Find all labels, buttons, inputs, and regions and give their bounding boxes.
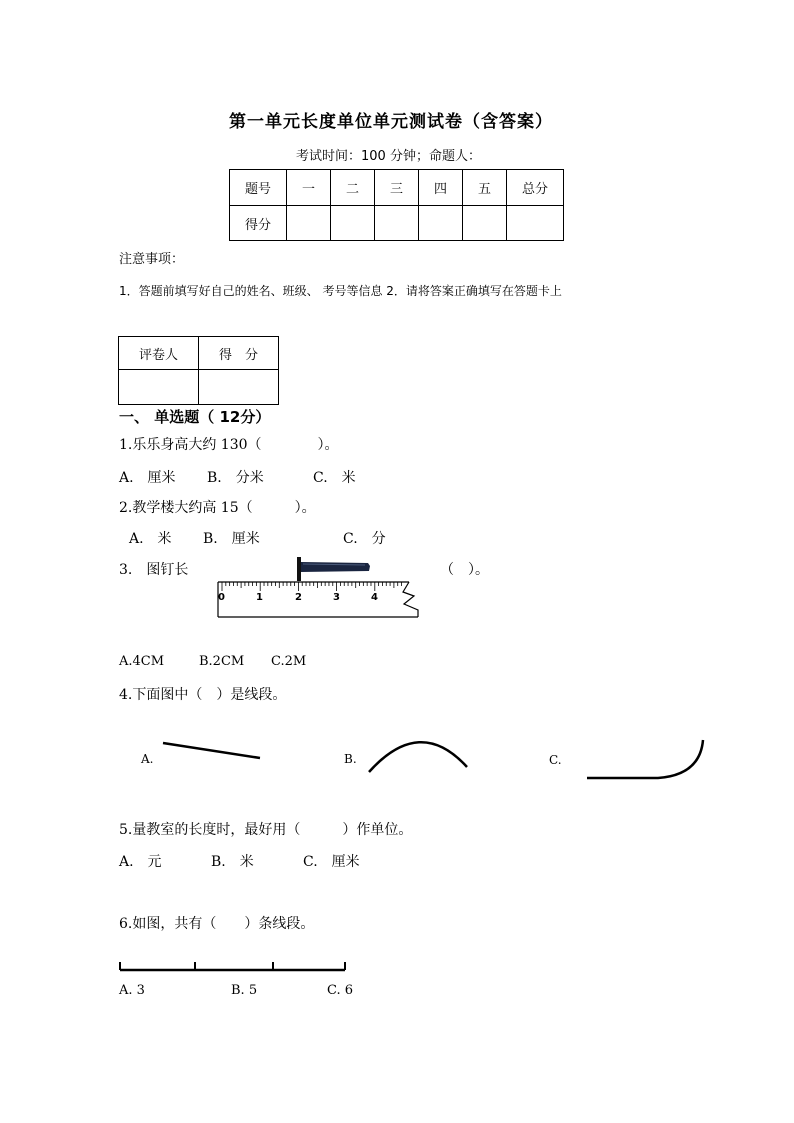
q4-option-a[interactable]: A. bbox=[141, 752, 154, 766]
q3-option-c[interactable]: C.2M bbox=[271, 654, 307, 669]
ruler-label-0: 0 bbox=[218, 592, 225, 603]
q1-option-a[interactable]: A. 厘米 bbox=[119, 470, 176, 486]
question-1: 1.乐乐身高大约 130（ ）。 bbox=[119, 437, 339, 453]
q2-option-b[interactable]: B. 厘米 bbox=[203, 531, 260, 547]
hook-line-figure bbox=[587, 740, 703, 778]
thumbtack-icon bbox=[297, 557, 370, 581]
question-6: 6.如图，共有（ ）条线段。 bbox=[119, 916, 315, 932]
arc-figure bbox=[369, 742, 467, 772]
question-2: 2.教学楼大约高 15（ ）。 bbox=[119, 500, 316, 516]
q1-option-b[interactable]: B. 分米 bbox=[207, 470, 264, 486]
segments-figure bbox=[120, 962, 345, 970]
score-header-cell: 二 bbox=[331, 170, 375, 206]
page-title: 第一单元长度单位单元测试卷（含答案） bbox=[229, 112, 553, 132]
ruler-label-2: 2 bbox=[295, 592, 302, 603]
ruler-icon bbox=[218, 582, 418, 617]
q4-option-c[interactable]: C. bbox=[549, 753, 562, 767]
notes-heading: 注意事项： bbox=[119, 252, 185, 267]
q5-option-a[interactable]: A. 元 bbox=[119, 854, 162, 870]
straight-segment-figure bbox=[163, 743, 260, 758]
q3-option-b[interactable]: B.2CM bbox=[199, 654, 245, 669]
q2-option-c[interactable]: C. 分 bbox=[343, 531, 386, 547]
notes-text: 1．答题前填写好自己的姓名、班级、 考号等信息 2．请将答案正确填写在答题卡上 bbox=[119, 284, 562, 298]
q6-option-c[interactable]: C. 6 bbox=[327, 983, 354, 998]
q6-option-b[interactable]: B. 5 bbox=[231, 983, 258, 998]
score-header-cell: 总分 bbox=[507, 170, 564, 206]
question-3: 3. 图钉长 bbox=[119, 562, 189, 578]
score-row-label: 得分 bbox=[230, 206, 287, 241]
ruler-label-4: 4 bbox=[371, 592, 378, 603]
score-header-cell: 五 bbox=[463, 170, 507, 206]
q5-option-c[interactable]: C. 厘米 bbox=[303, 854, 360, 870]
question-5: 5.量教室的长度时，最好用（ ）作单位。 bbox=[119, 822, 413, 838]
score-header-cell: 三 bbox=[375, 170, 419, 206]
exam-info: 考试时间：100 分钟；命题人： bbox=[296, 149, 481, 164]
q3-option-a[interactable]: A.4CM bbox=[119, 654, 165, 669]
score-header-cell: 四 bbox=[419, 170, 463, 206]
score-label: 得 分 bbox=[198, 337, 278, 370]
score-header-cell: 一 bbox=[287, 170, 331, 206]
grader-label: 评卷人 bbox=[119, 337, 199, 370]
q1-option-c[interactable]: C. 米 bbox=[313, 470, 356, 486]
q6-option-a[interactable]: A. 3 bbox=[119, 983, 145, 998]
q5-option-b[interactable]: B. 米 bbox=[211, 854, 254, 870]
ruler-label-3: 3 bbox=[333, 592, 340, 603]
q2-option-a[interactable]: A. 米 bbox=[129, 531, 172, 547]
section-heading: 一、 单选题（ 12分） bbox=[119, 408, 271, 426]
score-header-cell: 题号 bbox=[230, 170, 287, 206]
ruler-label-1: 1 bbox=[256, 592, 263, 603]
question-4: 4.下面图中（ ）是线段。 bbox=[119, 687, 287, 703]
q4-option-b[interactable]: B. bbox=[344, 752, 357, 766]
question-3-blank: （ ）。 bbox=[440, 562, 489, 578]
